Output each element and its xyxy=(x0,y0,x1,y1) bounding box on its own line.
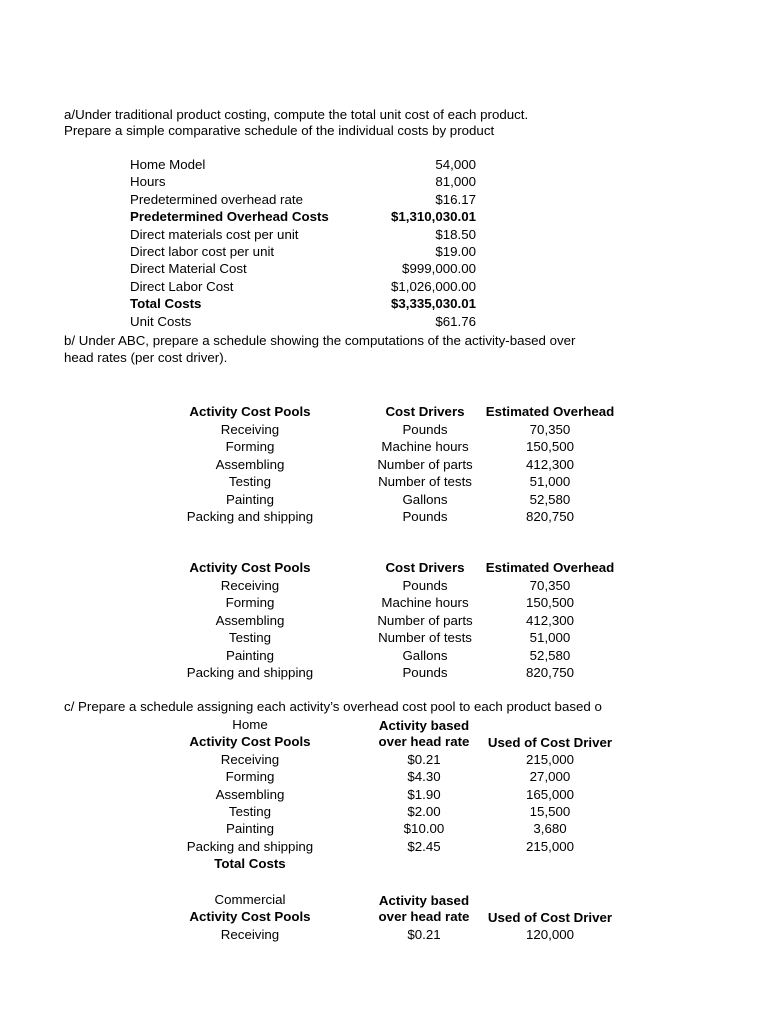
abc-driver-cell: Pounds xyxy=(402,509,448,524)
abc-pool-cell: Receiving xyxy=(220,577,280,593)
abc-pool-cell: Packing and shipping xyxy=(186,509,314,524)
trad-row-value: 81,000 xyxy=(435,174,476,190)
abc-overhead-cell: 820,750 xyxy=(525,509,575,524)
trad-row-label: Predetermined Overhead Costs xyxy=(130,209,329,225)
abc-header-0: Activity Cost Pools xyxy=(189,560,311,575)
abc-header-1: Cost Drivers xyxy=(385,560,465,575)
rate-header-1: Activity based xyxy=(378,893,470,908)
trad-row-value: $3,335,030.01 xyxy=(390,296,476,312)
abc-pool-cell: Forming xyxy=(225,595,275,610)
rate-header-1: Activity based xyxy=(378,718,470,733)
abc-header-0: Activity Cost Pools xyxy=(189,404,311,419)
abc-header-2: Estimated Overhead xyxy=(485,560,615,575)
trad-row-value: $16.17 xyxy=(435,191,476,207)
assign-rate-cell: $4.30 xyxy=(407,769,441,785)
trad-row-value: 54,000 xyxy=(435,157,476,172)
product-name: Home xyxy=(232,717,268,732)
trad-row-label: Direct labor cost per unit xyxy=(130,244,275,259)
product-name: Commercial xyxy=(214,892,286,907)
total-costs-label: Total Costs xyxy=(214,856,286,872)
trad-row-label: Hours xyxy=(130,174,166,190)
trad-row-value: $18.50 xyxy=(435,226,476,242)
abc-header-1: Cost Drivers xyxy=(385,404,465,419)
rate-header-2: over head rate xyxy=(378,909,470,925)
abc-pool-cell: Assembling xyxy=(215,612,285,628)
abc-driver-cell: Pounds xyxy=(402,665,448,680)
assign-pool-cell: Forming xyxy=(225,769,275,785)
assign-usage-cell: 3,680 xyxy=(533,821,567,837)
abc-overhead-cell: 70,350 xyxy=(529,421,571,437)
abc-driver-cell: Number of parts xyxy=(377,456,473,472)
assign-pool-cell: Assembling xyxy=(215,786,285,802)
assign-rate-cell: $2.00 xyxy=(407,804,441,819)
part-c-line-1: c/ Prepare a schedule assigning each activity’s overhead cost pool to each product based o xyxy=(64,699,602,714)
trad-row-value: $999,000.00 xyxy=(402,261,476,277)
abc-pool-cell: Testing xyxy=(228,630,272,645)
trad-row-label: Predetermined overhead rate xyxy=(130,191,303,207)
assign-rate-cell: $2.45 xyxy=(407,838,441,854)
abc-driver-cell: Number of tests xyxy=(378,474,472,489)
assign-usage-cell: 215,000 xyxy=(525,751,575,767)
intro-line-1: a/Under traditional product costing, compute the total unit cost of each product. xyxy=(64,107,529,122)
abc-header-2: Estimated Overhead xyxy=(485,404,615,419)
assign-pool-cell: Painting xyxy=(225,821,275,837)
part-b-line-1: b/ Under ABC, prepare a schedule showing the computations of the activity-based over xyxy=(64,333,576,348)
assign-rate-cell: $0.21 xyxy=(407,751,441,767)
abc-overhead-cell: 150,500 xyxy=(525,439,575,454)
assign-rate-cell: $10.00 xyxy=(403,821,445,837)
trad-row-value: $1,026,000.00 xyxy=(390,278,476,294)
assign-usage-cell: 27,000 xyxy=(529,769,571,785)
driver-header: Used of Cost Driver xyxy=(487,735,613,751)
assign-usage-cell: 15,500 xyxy=(529,804,571,819)
abc-overhead-cell: 820,750 xyxy=(525,665,575,680)
abc-overhead-cell: 70,350 xyxy=(529,577,571,593)
assign-usage-cell: 165,000 xyxy=(525,786,575,802)
abc-pool-cell: Packing and shipping xyxy=(186,665,314,680)
assign-pool-cell: Packing and shipping xyxy=(186,838,314,854)
abc-driver-cell: Gallons xyxy=(402,491,448,507)
assign-usage-cell: 215,000 xyxy=(525,838,575,854)
intro-line-2: Prepare a simple comparative schedule of the individual costs by product xyxy=(64,123,495,138)
pool-header: Activity Cost Pools xyxy=(189,734,311,750)
trad-row-label: Total Costs xyxy=(130,296,202,312)
abc-driver-cell: Machine hours xyxy=(381,439,469,454)
abc-overhead-cell: 412,300 xyxy=(525,456,575,472)
abc-overhead-cell: 51,000 xyxy=(529,630,571,645)
assign-rate-cell: $1.90 xyxy=(407,786,441,802)
rate-header-2: over head rate xyxy=(378,734,470,750)
assign-usage-cell: 120,000 xyxy=(525,926,575,942)
abc-driver-cell: Gallons xyxy=(402,647,448,663)
trad-row-value: $61.76 xyxy=(435,313,476,329)
assign-rate-cell: $0.21 xyxy=(407,926,441,942)
assign-pool-cell: Testing xyxy=(228,804,272,819)
abc-pool-cell: Receiving xyxy=(220,421,280,437)
abc-pool-cell: Assembling xyxy=(215,456,285,472)
abc-driver-cell: Machine hours xyxy=(381,595,469,610)
abc-overhead-cell: 51,000 xyxy=(529,474,571,489)
driver-header: Used of Cost Driver xyxy=(487,910,613,926)
trad-row-label: Direct Material Cost xyxy=(130,261,247,277)
trad-row-value: $19.00 xyxy=(435,244,476,259)
part-b-line-2: head rates (per cost driver). xyxy=(64,350,228,365)
abc-driver-cell: Number of parts xyxy=(377,612,473,628)
abc-pool-cell: Painting xyxy=(225,647,275,663)
abc-pool-cell: Forming xyxy=(225,439,275,454)
abc-overhead-cell: 52,580 xyxy=(529,491,571,507)
abc-driver-cell: Number of tests xyxy=(378,630,472,645)
assign-pool-cell: Receiving xyxy=(220,751,280,767)
pool-header: Activity Cost Pools xyxy=(189,909,311,925)
abc-overhead-cell: 52,580 xyxy=(529,647,571,663)
trad-row-label: Direct materials cost per unit xyxy=(130,226,299,242)
abc-driver-cell: Pounds xyxy=(402,577,448,593)
trad-row-label: Unit Costs xyxy=(130,313,192,329)
trad-row-label: Home Model xyxy=(130,157,206,172)
trad-row-value: $1,310,030.01 xyxy=(390,209,476,225)
abc-pool-cell: Painting xyxy=(225,491,275,507)
abc-pool-cell: Testing xyxy=(228,474,272,489)
trad-row-label: Direct Labor Cost xyxy=(130,278,234,294)
abc-driver-cell: Pounds xyxy=(402,421,448,437)
abc-overhead-cell: 412,300 xyxy=(525,612,575,628)
abc-overhead-cell: 150,500 xyxy=(525,595,575,610)
assign-pool-cell: Receiving xyxy=(220,926,280,942)
